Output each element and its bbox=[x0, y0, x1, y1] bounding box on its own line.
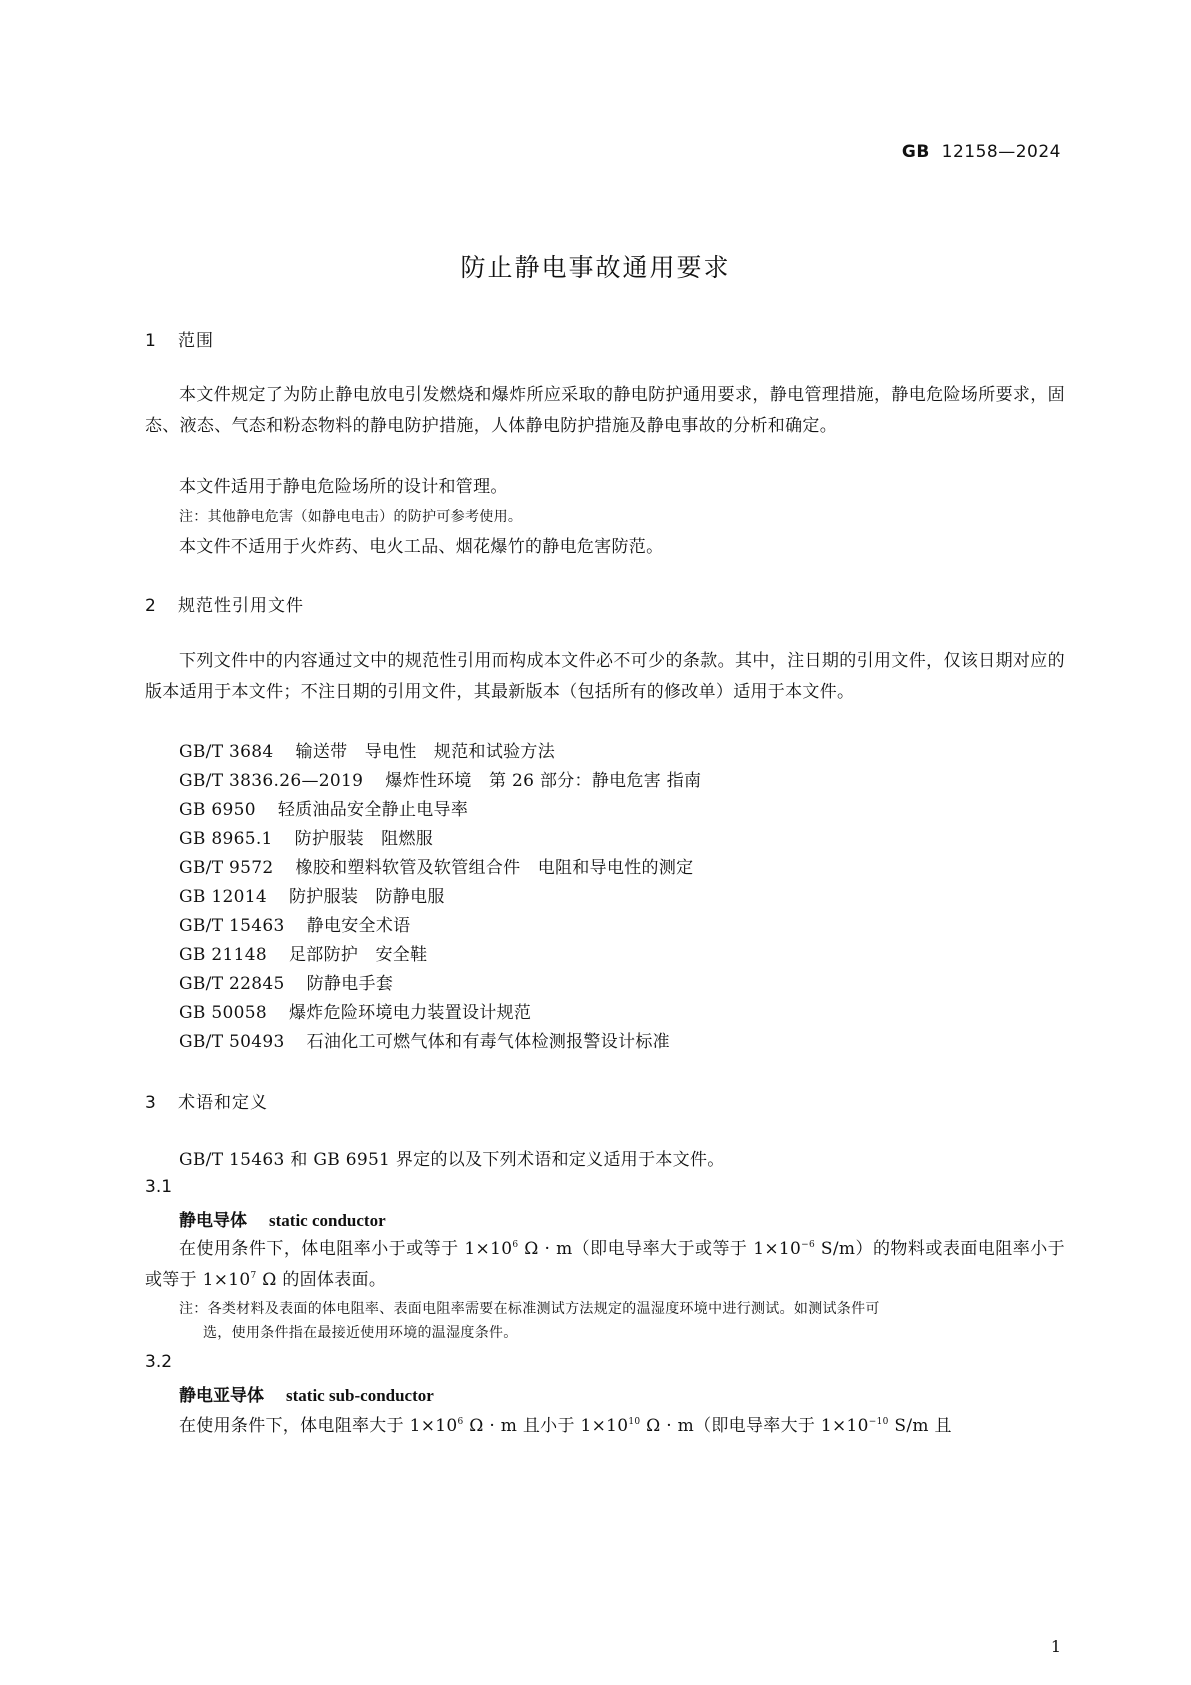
reference-item: GB/T 15463 静电安全术语 bbox=[179, 916, 411, 936]
term-static-conductor: 静电导体 static conductor bbox=[179, 1211, 386, 1231]
document-title: 防止静电事故通用要求 bbox=[460, 253, 731, 282]
reference-item: GB 21148 足部防护 安全鞋 bbox=[179, 945, 428, 965]
scope-exclusion: 本文件不适用于火炸药、电火工品、烟花爆竹的静电危害防范。 bbox=[179, 537, 664, 557]
scope-note: 注：其他静电危害（如静电电击）的防护可参考使用。 bbox=[179, 509, 523, 525]
terms-intro: GB/T 15463 和 GB 6951 界定的以及下列术语和定义适用于本文件。 bbox=[179, 1150, 725, 1170]
reference-item: GB/T 50493 石油化工可燃气体和有毒气体检测报警设计标准 bbox=[179, 1032, 670, 1052]
term-definition-static-sub-conductor: 在使用条件下，体电阻率大于 $1\times 10^6$ Ω · m 且小于 $1\times 10^{10}$ Ω · m（即电导率大于 $1\times 10^{-10}$ S/m 且 bbox=[179, 1416, 952, 1436]
term-static-sub-conductor: 静电亚导体 static sub-conductor bbox=[179, 1386, 434, 1406]
scope-paragraph: 本文件规定了为防止静电放电引发燃烧和爆炸所应采取的静电防护通用要求，静电管理措施，静电危险场所要求，固态、液态、气态和粉态物料的静电防护措施，人体静电防护措施及静电事故的分析和确定。 bbox=[145, 385, 1065, 436]
reference-item: GB 12014 防护服装 防静电服 bbox=[179, 887, 445, 907]
section-heading-terms: 3 术语和定义 bbox=[145, 1093, 268, 1113]
term-note-line-1: 注：各类材料及表面的体电阻率、表面电阻率需要在标准测试方法规定的温湿度环境中进行测试。如测试条件可 bbox=[179, 1301, 880, 1317]
reference-item: GB/T 3684 输送带 导电性 规范和试验方法 bbox=[179, 742, 556, 762]
normative-intro: 下列文件中的内容通过文中的规范性引用而构成本文件必不可少的条款。其中，注日期的引用文件，仅该日期对应的版本适用于本文件；不注日期的引用文件，其最新版本（包括所有的修改单）适用于本文件。 bbox=[145, 651, 1065, 702]
section-heading-normative: 2 规范性引用文件 bbox=[145, 596, 304, 616]
section-heading-scope: 1 范围 bbox=[145, 331, 214, 351]
reference-item: GB/T 22845 防静电手套 bbox=[179, 974, 394, 994]
clause-number-3-1: 3.1 bbox=[145, 1177, 173, 1197]
clause-number-3-2: 3.2 bbox=[145, 1352, 173, 1372]
page-number: 1 bbox=[1050, 1637, 1061, 1656]
standard-number: GB 12158—2024 bbox=[901, 142, 1061, 162]
reference-item: GB 8965.1 防护服装 阻燃服 bbox=[179, 829, 434, 849]
reference-item: GB 50058 爆炸危险环境电力装置设计规范 bbox=[179, 1003, 532, 1023]
reference-item: GB 6950 轻质油品安全静止电导率 bbox=[179, 800, 469, 820]
scope-applicability: 本文件适用于静电危险场所的设计和管理。 bbox=[179, 477, 508, 497]
reference-item: GB/T 3836.26—2019 爆炸性环境 第 26 部分：静电危害 指南 bbox=[179, 771, 702, 791]
term-note-line-2: 选，使用条件指在最接近使用环境的温湿度条件。 bbox=[203, 1325, 518, 1341]
term-definition-static-conductor: 在使用条件下，体电阻率小于或等于 $1\times 10^6$ Ω · m（即电导率大于或等于 $1\times 10^{-6}$ S/m）的物料或表面电阻率小于或等于 $1\times 10^7$ Ω 的固体表面。 bbox=[145, 1239, 1065, 1290]
reference-item: GB/T 9572 橡胶和塑料软管及软管组合件 电阻和导电性的测定 bbox=[179, 858, 694, 878]
